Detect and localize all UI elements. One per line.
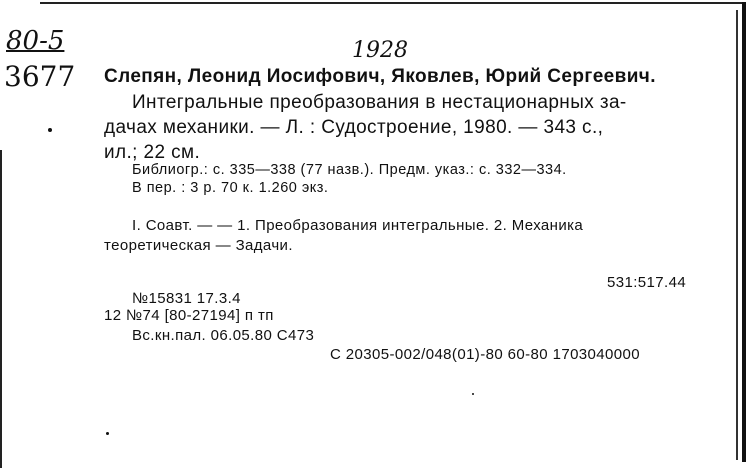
footer-line-2: 12 №74 [80-27194] п тп [104,307,274,324]
subject-tracings-line-2: теоретическая — Задачи. [104,237,293,254]
ink-speck [48,128,52,132]
handwritten-number: 3677 [4,60,76,93]
udc-classification: 531:517.44 [607,274,687,291]
title-line-2: дачах механики. — Л. : Судостроение, 1980. — 343 с., [104,117,604,138]
handwritten-year: 1928 [352,38,408,63]
bibliography-note: Библиогр.: с. 335—338 (77 назв.). Предм. указ.: с. 332—334. [132,162,567,178]
card-right-edge [742,2,746,462]
handwritten-shelf-code: 80-5 [6,26,65,56]
card-right-edge-inner [736,10,738,460]
binding-price-note: В пер. : 3 р. 70 к. 1.260 экз. [132,180,329,196]
footer-line-3: Вс.кн.пал. 06.05.80 С473 [132,327,315,344]
ink-speck [106,432,109,435]
card-top-edge [40,2,745,4]
ink-speck [472,393,474,395]
authors-heading: Слепян, Леонид Иосифович, Яковлев, Юрий Сергеевич. [104,66,656,87]
subject-tracings-line-1: I. Соавт. — — 1. Преобразования интегральные. 2. Механика [132,217,584,234]
title-line-3: ил.; 22 см. [104,142,201,163]
card-left-edge [0,150,2,468]
footer-line-1: №15831 17.3.4 [132,290,241,307]
title-line-1: Интегральные преобразования в нестационарных за- [132,92,627,113]
footer-line-4: С 20305-002/048(01)-80 60-80 1703040000 [330,346,641,363]
